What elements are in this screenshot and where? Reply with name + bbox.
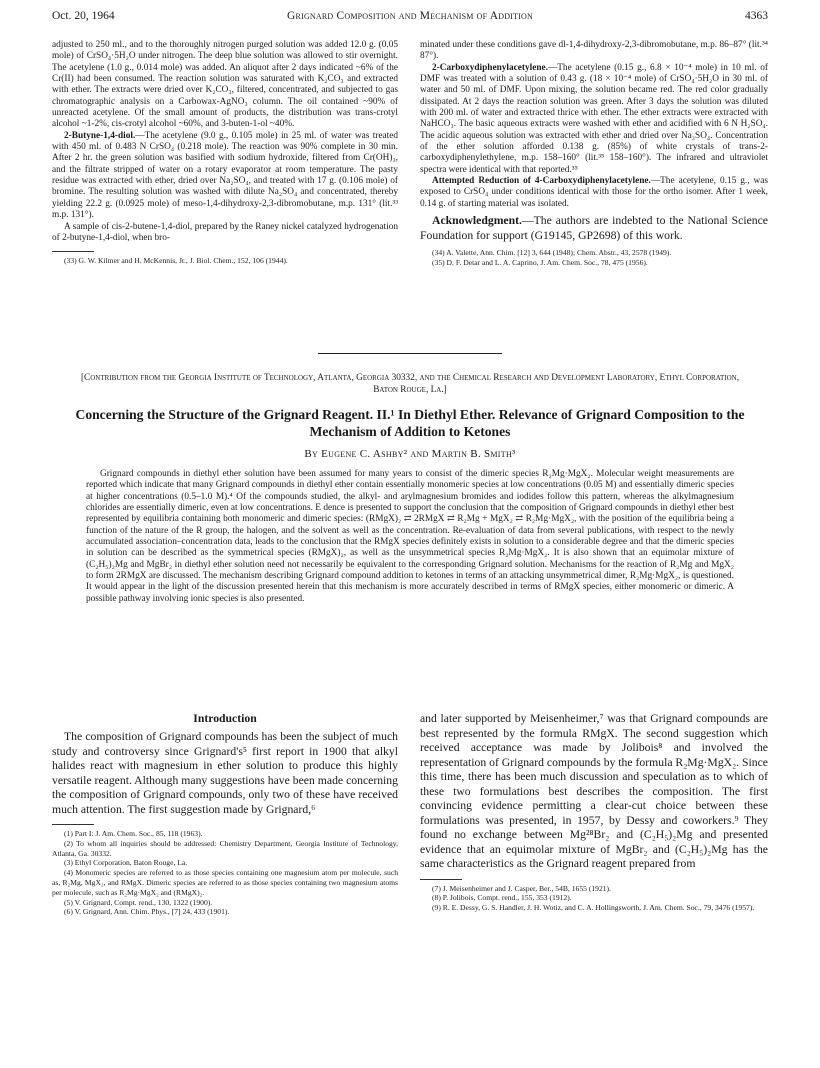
footnote: (3) Ethyl Corporation, Baton Rouge, La. [64, 858, 188, 868]
footnotes [420, 884, 768, 913]
contribution-note: [Contribution from the Georgia Institute of Technology, Atlanta, Georgia 30332, and the Chemical Research and Development Laboratory, Ethyl Corporation, Baton Rouge, La.] [80, 373, 740, 395]
footnote: (34) A. Valette, Ann. Chim. [12] 3, 644 (1948); Chem. Abstr., 43, 2578 (1949). [432, 248, 672, 258]
paragraph: adjusted to 250 ml., and to the thoroughly nitrogen purged solution was added 12.0 g. (0.05 mole) of CrSO₄·5H₂O under nitrogen. The deep blue solution was allowed to stir overnight. The acetylene (1.0 g., 0.014 mole) was added. An aliquot after 2 days indicated ~6% of the Cr(II) had been consumed. The reaction solution was saturated with K₂CO₃ and extracted with ether. The extracts were dried over K₂CO₃, filtered, concentrated, and subjected to gas chromatographic analysis on a Carbowax-AgNO₃ column. The oil contained ~90% of unreacted acetylene. Of the small amount of products, the distribution was trans-crotyl alcohol ~1-2%, cis-crotyl alcohol ~60%, and 3-buten-1-ol ~40%. [52, 40, 398, 130]
footnote: (8) P. Jolibois, Compt. rend., 155, 353 (1912). [432, 893, 572, 903]
subsection-heading: 2-Butyne-1,4-diol. [64, 130, 136, 141]
footnote: (5) V. Grignard, Compt. rend., 130, 1322 (1900). [64, 897, 213, 907]
paragraph [420, 63, 768, 176]
paragraph: The composition of Grignard compounds has been the subject of much study and controversy since Grignard's⁵ first report in 1900 that alkyl halides react with magnesium in ether solution to produce this highly versatile reagent. Although many suggestions have been made concerning the composition of Grignard compounds, only two of these have received much attention. The first suggestion made by Grignard,⁶ [52, 730, 398, 816]
paragraph: and later supported by Meisenheimer,⁷ was that Grignard compounds are best represented by the formula RMgX. The second suggestion which received acceptance was made by Jolibois⁸ and involved the representation of Grignard compounds by the formula R₂Mg·MgX₂. Since this time, there has been much discussion and speculation as to which of these two formulations best describes the composition. The first convincing evidence permitting a clear-cut choice between these formulations was presented, in 1957, by Dessy and coworkers.⁹ They found no exchange between Mg²⁸Br₂ and (C₂H₅)₂Mg and presented evidence that an equimolar mixture of MgBr₂ and (C₂H₅)₂Mg has the same characteristics as the Grignard reagent prepared from [420, 712, 768, 870]
intro-left-column [52, 712, 398, 917]
footnote-rule [52, 251, 94, 252]
footnote: (35) D. F. Detar and L. A. Caprino, J. Am. Chem. Soc., 78, 475 (1956). [432, 257, 648, 267]
abstract: Grignard compounds in diethyl ether solution have been assumed for many years to consist of the dimeric species R₂Mg·MgX₂. Molecular weight measurements are reported which indicate that many Grignard compounds in diethyl ether contain essentially monomeric species at low concentrations (0.05 M) and essentially dimeric species at higher concentrations (0.5–1.0 M).⁴ Of the compounds studied, the alkyl- and arylmagnesium bromides and iodides follow this pattern, whereas the alkylmagnesium chlorides are essentially dimeric, even at low concentrations. E dence is presented to support the conclusion that the composition of Grignard compounds in diethyl ether best represented by equilibria containing both monomeric and dimeric species: (RMgX)₂ ⇄ 2RMgX ⇄ R₂Mg + MgX₂ ⇄ R₂Mg·MgX₂, with the position of the equilibria being a function of the nature of the R group, the halogen, and the solvent as well as the concentration. Re-evaluation of data from several publications, with respect to the newly accumulated association–concentration data, leads to the conclusion that the RMgX species definitely exists in solution to a considerable degree and that the dimeric species in solution can be described as the symmetrical species (RMgX)₂, as well as the unsymmetrical species R₂Mg·MgX₂. It is also shown that an equimolar mixture of (C₂H₅)₂Mg and MgBr₂ in diethyl ether solution need not necessarily be equivalent to the corresponding Grignard solution. Mechanisms for the reaction of R₂Mg and MgX₂ to form 2RMgX are discussed. The mechanism describing Grignard compound addition to ketones in terms of an attacking unsymmetrical dimer, R₂Mg·MgX₂, is questioned. It would appear in the light of the discussion presented herein that this mechanism is more accurately described in terms of RMgX species, either monomeric or dimeric. A possible pathway involving ionic species is also presented. [86, 469, 734, 604]
article-separator [318, 353, 502, 354]
footnote: (6) V. Grignard, Ann. Chim. Phys., [7] 24, 433 (1901). [64, 907, 230, 917]
footnote: (9) R. E. Dessy, G. S. Handler, J. H. Wotiz, and C. A. Hollingsworth, J. Am. Chem. Soc., 79, 3476 (1957). [432, 903, 755, 913]
footnote-rule [420, 879, 462, 880]
acknowledgment [420, 214, 768, 243]
paragraph-text: —The acetylene, 0.15 g., was exposed to CrSO₄ under conditions identical with those for the ortho isomer. After 1 week, 0.14 g. of starting material was isolated. [420, 176, 768, 209]
paragraph [52, 131, 398, 222]
paragraph-text: —The acetylene (9.0 g., 0.105 mole) in 25 ml. of water was treated with 450 ml. of 0.483 N CrSO₄ (0.218 mole). The reaction was 90% complete in 30 min. After 2 hr. the green solution was basified with sodium hydroxide, filtered from Cr(OH)₃, and the filtrate stripped of water on a rotary evaporator at room temperature. The pasty residue was extracted with ether, dried over Na₂SO₄, and treated with 17 g. (0.106 mole) of bromine. The resulting solution was washed with dilute Na₂SO₄ and concentrated, thereby yielding 22.2 g. (0.0925 mole) of meso-1,4-dihydroxy-2,3-dibromobutane, m.p. 131° (lit.³³ m.p. 131°). [52, 130, 398, 221]
subsection-heading: Attempted Reduction of 4-Carboxydiphenylacetylene. [432, 176, 651, 187]
page-number: 4363 [745, 10, 768, 22]
footnotes [52, 829, 398, 917]
footnote: (7) J. Meisenheimer and J. Casper, Ber., 54B, 1655 (1921). [432, 883, 611, 893]
running-header [52, 10, 768, 26]
paragraph [420, 176, 768, 210]
issue-date: Oct. 20, 1964 [52, 10, 115, 22]
acknowledgment-heading: Acknowledgment. [432, 214, 522, 228]
subsection-heading: 2-Carboxydiphenylacetylene. [432, 62, 548, 73]
intro-right-column [420, 712, 768, 913]
paragraph: A sample of cis-2-butene-1,4-diol, prepared by the Raney nickel catalyzed hydrogenation of 2-butyne-1,4-diol, when bro- [52, 221, 398, 243]
footnote: (2) To whom all inquiries should be addressed: Chemistry Department, Georgia Institute of Technology, Atlanta, Ga. 30332. [52, 838, 398, 858]
paragraph-text: —The acetylene (0.15 g., 6.8 × 10⁻⁴ mole) in 10 ml. of DMF was treated with a solution of 0.43 g. (18 × 10⁻⁴ mole) of CrSO₄·5H₂O in 30 ml. of water and 50 ml. of DMF. Upon mixing, the solution became red. The red color gradually dissipated. At 2 days the reaction solution was green. After 3 days the solution was diluted with 200 ml. of water and extracted thrice with ether. The ether extracts were extracted with NaHCO₃. The basic aqueous extracts were washed with ether and acidified with 6 N H₂SO₄. The acidic aqueous solution was extracted with ether and dried over Na₂SO₄. Concentration of the ether solution afforded 0.138 g. (85%) of white crystals of trans-2-carboxydiphenylethylene, m.p. 158–160° (lit.³⁵ 158–160°). The infrared and ultraviolet spectra were identical with that reported.³⁵ [420, 62, 768, 175]
acknowledgment-text: —The authors are indebted to the National Science Foundation for support (G19145, GP2698) of this work. [420, 214, 768, 242]
footnote: (4) Monomeric species are referred to as those species containing one magnesium atom per molecule, such as, R₂Mg, MgX₂, and RMgX. Dimeric species are referred to as those species containing two magnesium atoms per molecule, such as R₂Mg·MgX₂ and (RMgX)₂. [52, 868, 398, 897]
top-right-column [420, 40, 768, 268]
footnote: (1) Part I: J. Am. Chem. Soc., 85, 118 (1963). [64, 829, 203, 838]
top-left-column [52, 40, 398, 266]
running-title: Grignard Composition and Mechanism of Addition [287, 10, 533, 22]
footnote-rule [52, 824, 94, 825]
footnote: (33) G. W. Kilmer and H. McKennis, Jr., J. Biol. Chem., 152, 106 (1944). [64, 256, 288, 266]
article-title: Concerning the Structure of the Grignard Reagent. II.¹ In Diethyl Ether. Relevance of Grignard Composition to the Mechanism of Addition to Ketones [75, 407, 745, 439]
paragraph: minated under these conditions gave dl-1,4-dihydroxy-2,3-dibromobutane, m.p. 86–87° (lit.³⁴ 87°). [420, 40, 768, 62]
section-heading: Introduction [193, 712, 257, 725]
article-authors: By Eugene C. Ashby² and Martin B. Smith³ [304, 448, 516, 460]
